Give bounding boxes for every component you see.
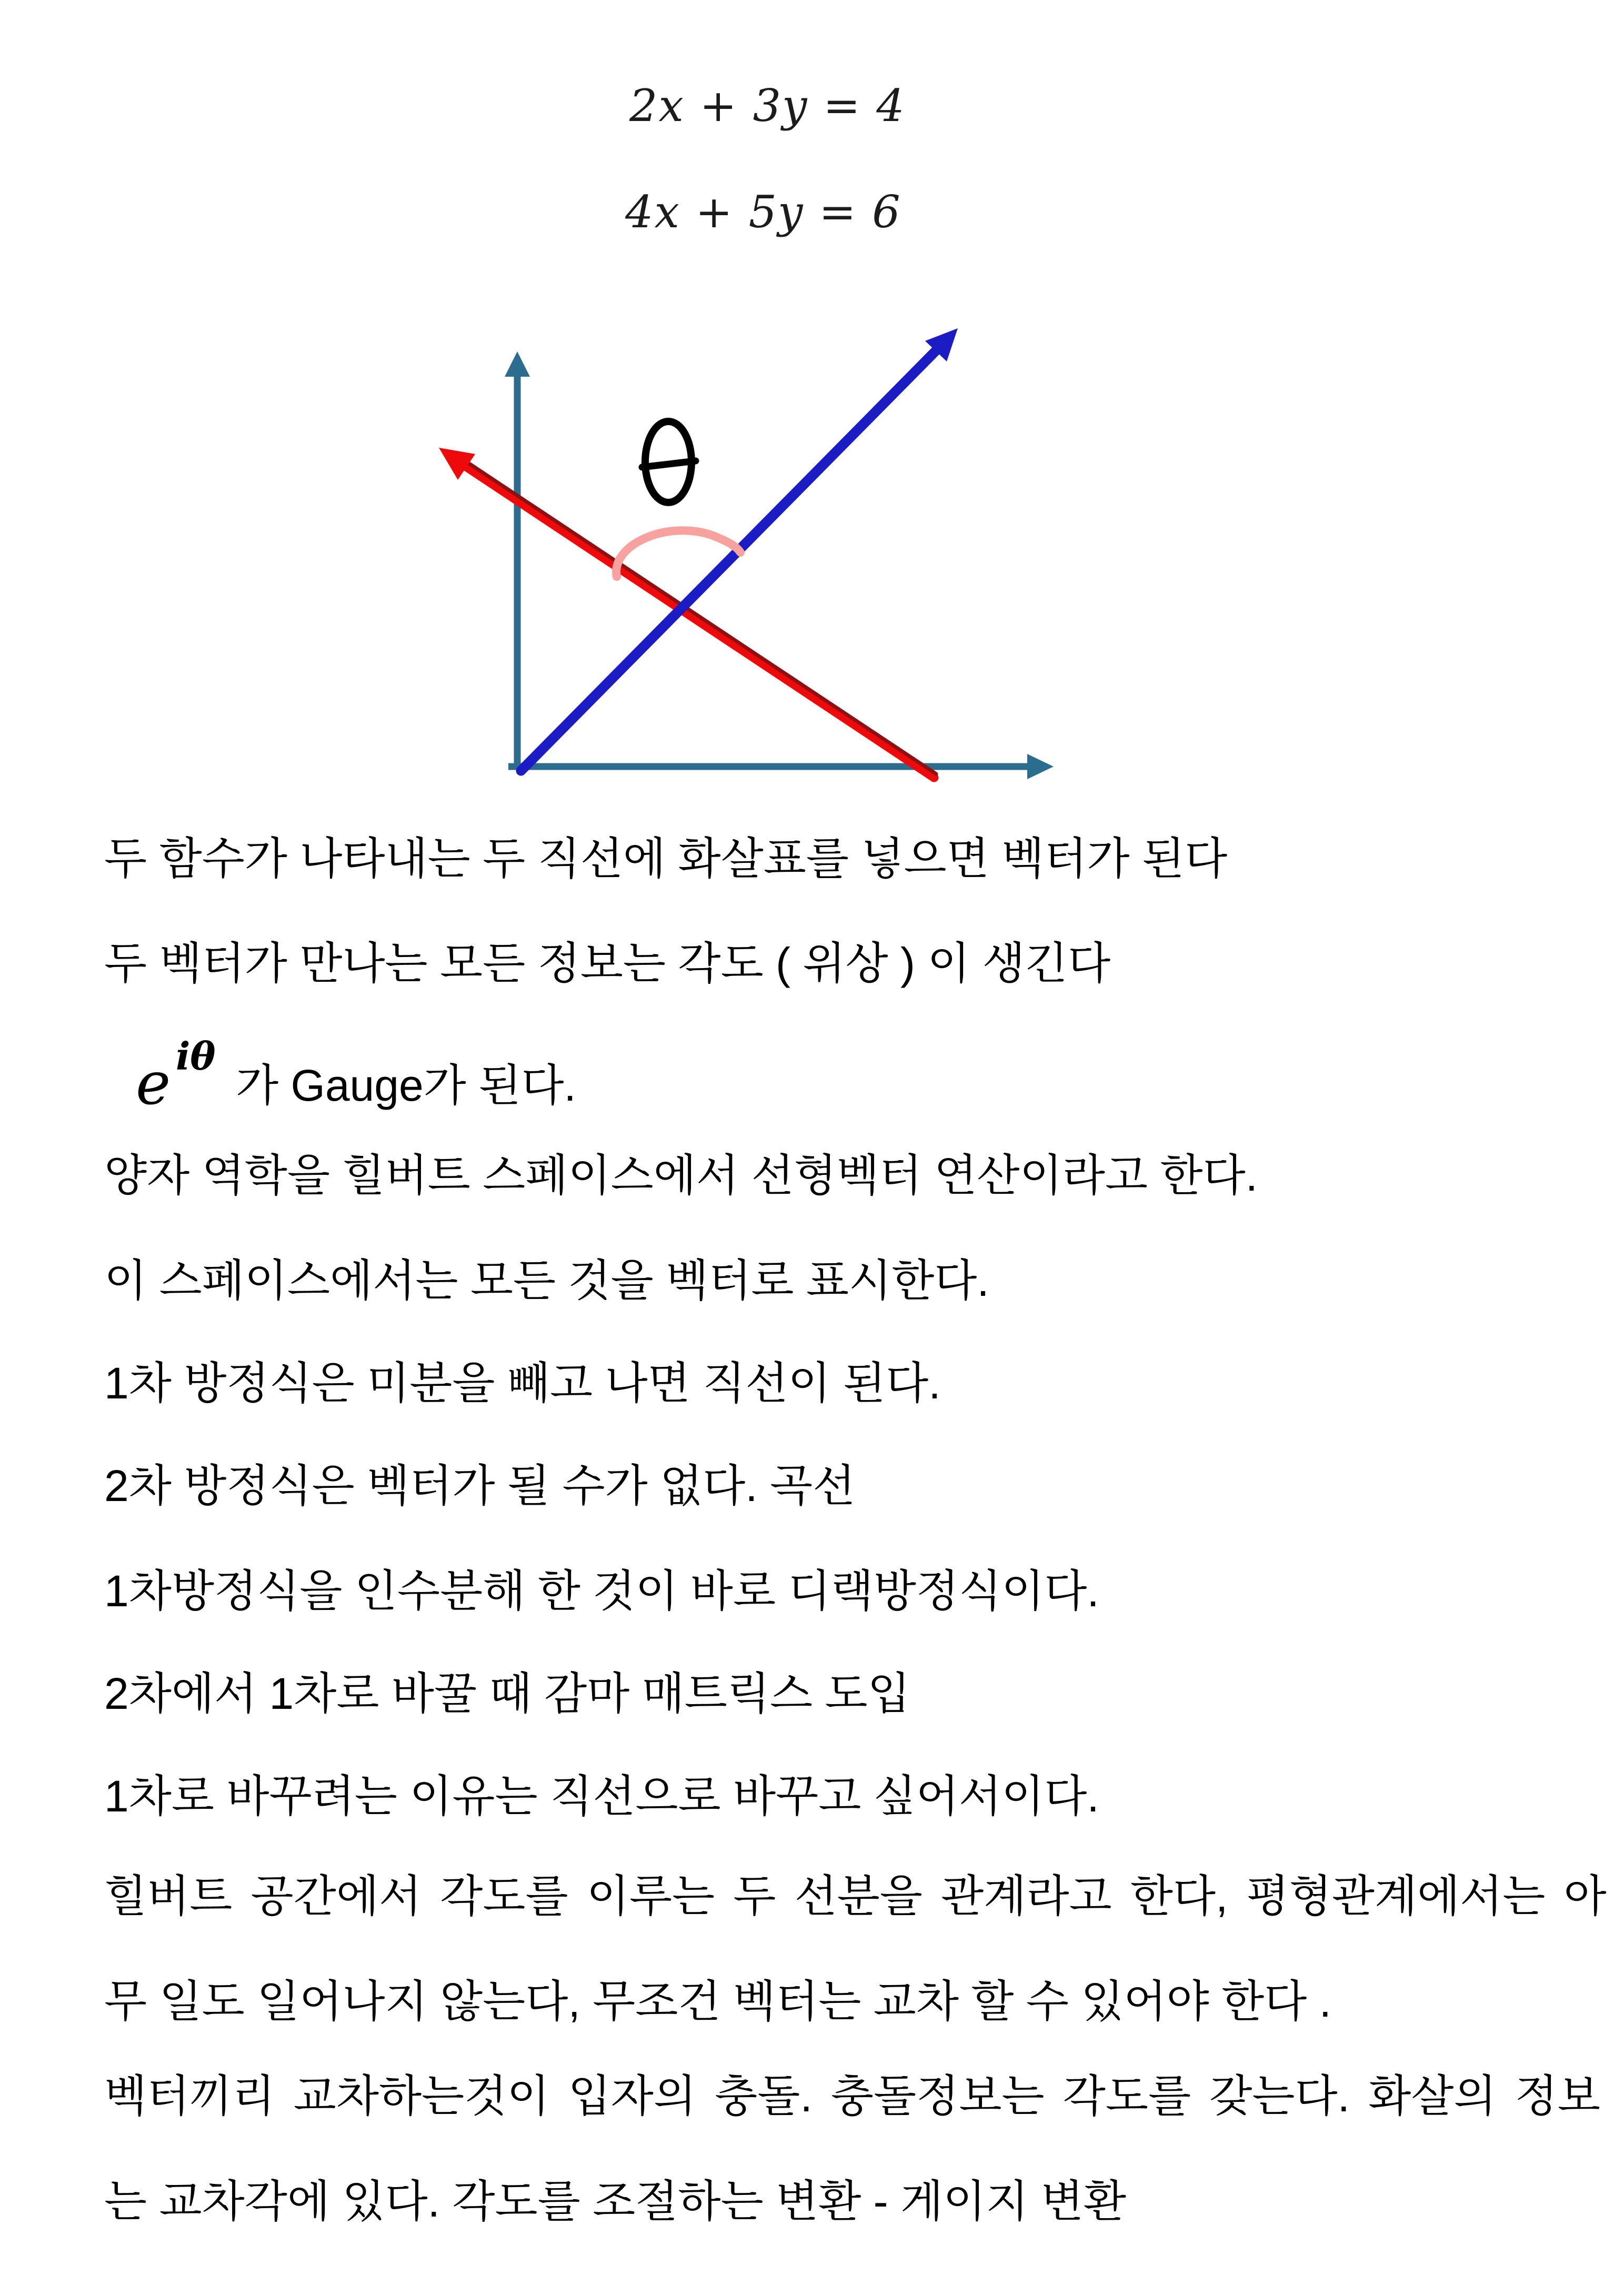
red-vector: [439, 448, 936, 778]
equation-1: 2x + 3y = 4: [629, 80, 906, 132]
text-line-14: 는 교차각에 있다. 각도를 조절하는 변환 - 게이지 변환: [104, 2177, 1127, 2226]
text-line-10: 1차로 바꾸려는 이유는 직선으로 바꾸고 싶어서이다.: [104, 1771, 1099, 1821]
vector-angle-diagram: [368, 295, 1105, 847]
text-line-9: 2차에서 1차로 바꿀 때 감마 매트릭스 도입: [104, 1669, 910, 1718]
text-line-4: 양자 역학을 힐버트 스페이스에서 선형벡터 연산이라고 한다.: [104, 1151, 1258, 1200]
blue-vector-line: [521, 350, 937, 771]
equation-2: 4x + 5y = 6: [625, 186, 901, 238]
text-line-5: 이 스페이스에서는 모든 것을 벡터로 표시한다.: [104, 1256, 989, 1305]
y-axis-arrow-icon: [505, 351, 530, 377]
red-vector-line: [463, 465, 934, 778]
text-line-1: 두 함수가 나타내는 두 직선에 화살표를 넣으면 벡터가 된다: [104, 834, 1228, 883]
theta-crossbar: [642, 461, 696, 467]
text-line-2: 두 벡터가 만나는 모든 정보는 각도 ( 위상 ) 이 생긴다: [104, 939, 1111, 988]
theta-symbol: [642, 421, 696, 502]
euler-base: e: [136, 1050, 171, 1118]
gauge-line-text: 가 Gauge가 된다.: [236, 1061, 576, 1110]
red-vector-shadow-line: [465, 461, 936, 774]
text-line-7: 2차 방정식은 벡터가 될 수가 없다. 곡선: [104, 1461, 856, 1510]
text-line-8: 1차방정식을 인수분해 한 것이 바로 디랙방정식이다.: [104, 1566, 1099, 1616]
text-line-6: 1차 방정식은 미분을 빼고 나면 직선이 된다.: [104, 1358, 941, 1408]
text-line-11: 힐버트 공간에서 각도를 이루는 두 선분을 관계라고 한다, 평형관계에서는 아: [104, 1871, 1607, 1921]
x-axis-arrow-icon: [1027, 754, 1054, 779]
text-line-12: 무 일도 일어나지 않는다, 무조건 벡터는 교차 할 수 있어야 한다 .: [104, 1977, 1331, 2026]
x-axis: [508, 754, 1054, 779]
y-axis: [505, 351, 530, 769]
euler-exponent: iθ: [176, 1034, 216, 1079]
text-line-13: 벡터끼리 교차하는것이 입자의 충돌. 충돌정보는 각도를 갖는다. 화살의 정보: [104, 2071, 1600, 2121]
